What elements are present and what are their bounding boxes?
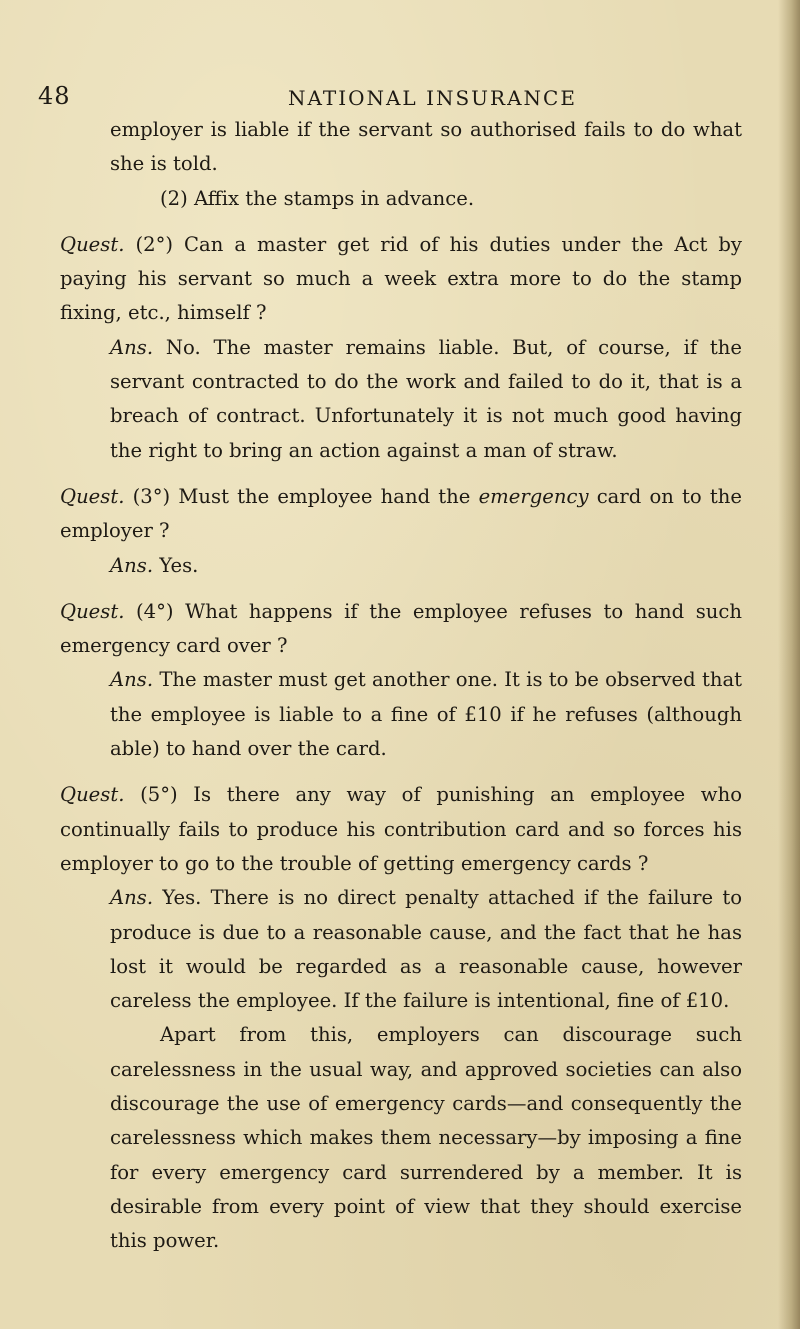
- question-label: Quest.: [60, 599, 125, 623]
- answer-text: The master must get another one. It is to be observed that the employee is liable to a fine of £10 if he refuses (although able) to hand over the card.: [110, 668, 742, 761]
- answer-5: [60, 881, 742, 1018]
- paragraph-continuation: employer is liable if the servant so authorised fails to do what she is told.: [110, 118, 742, 176]
- question-label: Quest.: [60, 783, 125, 807]
- answer-label: Ans.: [110, 553, 154, 577]
- paragraph-rule-2: (2) Affix the stamps in advance.: [160, 186, 475, 210]
- question-label: Quest.: [60, 232, 125, 256]
- question-text: (3°) Must the employee hand the: [124, 484, 479, 508]
- question-2: [60, 228, 742, 331]
- answer-text: No. The master remains liable. But, of course, if the servant contracted to do the work and failed to do it, that is a breach of contract. Unfortunately it is not much good having the right to bring an action against a man of straw.: [110, 335, 742, 462]
- question-label: Quest.: [60, 484, 125, 508]
- page-number: 48: [38, 82, 71, 110]
- question-text: (5°) Is there any way of punishing an employee who continually fails to produce his contribution card and so forces his employer to go to the trouble of getting emergency cards ?: [60, 783, 742, 875]
- answer-label: Ans.: [110, 886, 154, 910]
- question-text: (4°) What happens if the employee refuses to hand such emergency card over ?: [60, 599, 742, 658]
- answer-text: Yes.: [153, 553, 199, 577]
- answer-4: [60, 663, 742, 766]
- answer-3: [60, 549, 742, 583]
- emphasis-word: emergency: [478, 484, 589, 508]
- question-text: card on to the employer ?: [60, 484, 742, 543]
- paragraph-final: Apart from this, employers can discourage such carelessness in the usual way, and approved societies can also discourage the use of emergency cards—and consequently the carelessness which makes them necessary—by imposing a fine for every emergency card surrendered by a member. It is desirable from every point of view that they should exercise this power.: [110, 1023, 742, 1253]
- answer-label: Ans.: [110, 668, 154, 692]
- question-4: [60, 595, 742, 664]
- question-5: [60, 778, 742, 881]
- question-3: [60, 480, 742, 549]
- body-text: [60, 113, 742, 1259]
- page-edge-shadow: [778, 0, 800, 1329]
- running-head: NATIONAL INSURANCE: [288, 86, 577, 110]
- answer-2: [60, 331, 742, 468]
- answer-text: Yes. There is no direct penalty attached if the failure to produce is due to a reasonable cause, and the fact that he has lost it would be regarded as a reasonable cause, however careless the employee. If the failure is intentional, fine of £10.: [110, 886, 742, 1013]
- question-text: (2°) Can a master get rid of his duties under the Act by paying his servant so much a week extra more to do the stamp fixing, etc., himself ?: [60, 232, 742, 325]
- answer-label: Ans.: [110, 335, 154, 359]
